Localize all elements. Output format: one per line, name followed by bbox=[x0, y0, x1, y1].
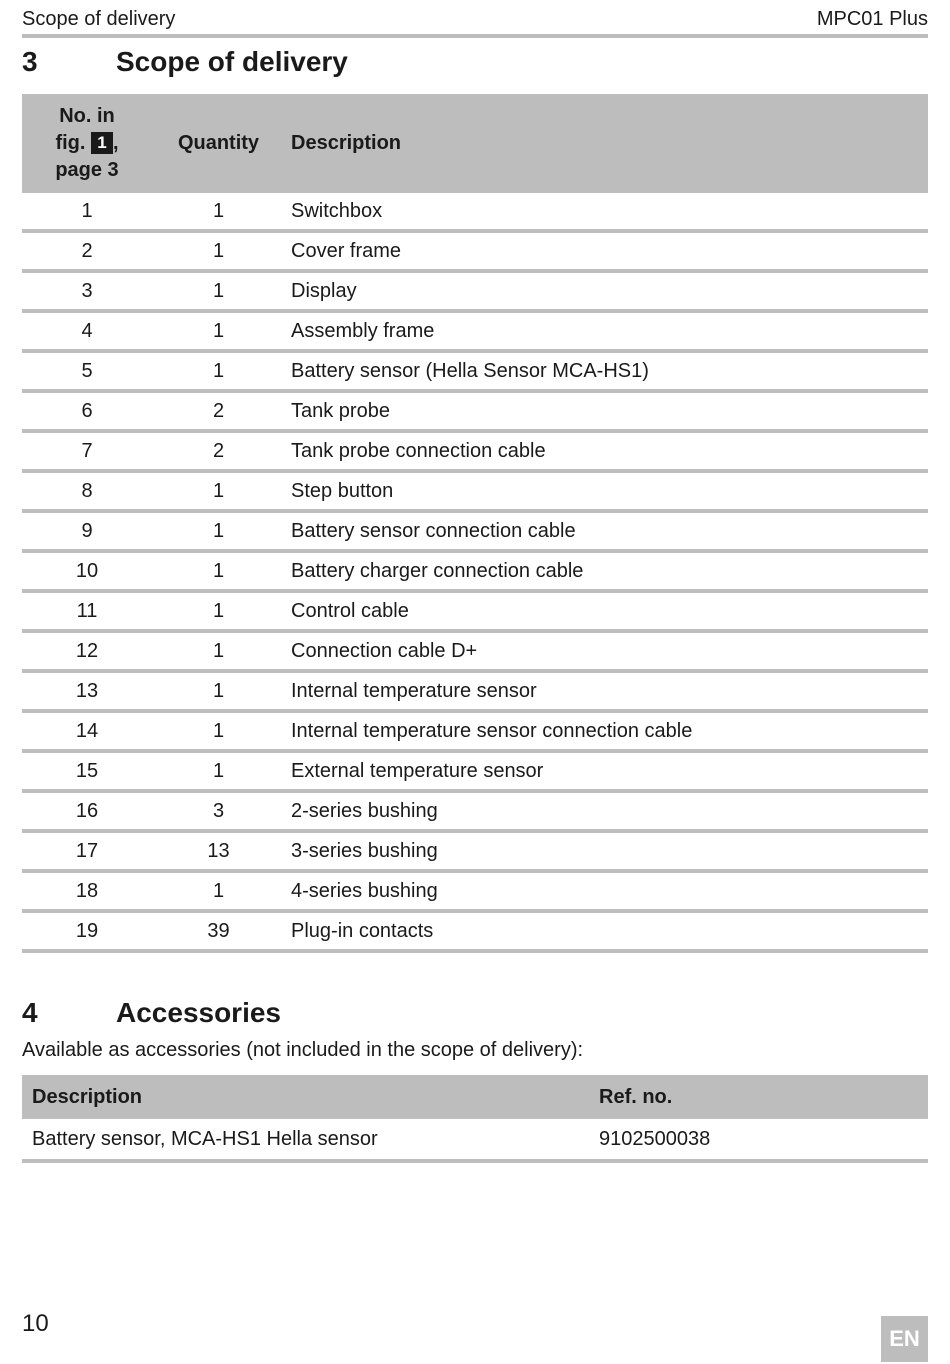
accessories-table bbox=[22, 1075, 928, 1163]
item-quantity: 1 bbox=[152, 193, 281, 231]
item-description: Control cable bbox=[281, 591, 928, 631]
item-number: 1 bbox=[22, 193, 152, 231]
item-description: 2-series bushing bbox=[281, 791, 928, 831]
accessories-column-ref-no: Ref. no. bbox=[589, 1075, 928, 1119]
item-quantity: 1 bbox=[152, 551, 281, 591]
scope-table-header-row bbox=[22, 94, 928, 193]
column-header-description: Description bbox=[281, 94, 928, 193]
table-row bbox=[22, 391, 928, 431]
item-quantity: 1 bbox=[152, 471, 281, 511]
item-quantity: 2 bbox=[152, 391, 281, 431]
item-description: Connection cable D+ bbox=[281, 631, 928, 671]
table-row bbox=[22, 831, 928, 871]
table-row bbox=[22, 911, 928, 951]
item-description: Battery sensor connection cable bbox=[281, 511, 928, 551]
item-quantity: 1 bbox=[152, 591, 281, 631]
column-header-number-fig-prefix: fig. bbox=[55, 132, 86, 154]
table-row bbox=[22, 351, 928, 391]
item-number: 2 bbox=[22, 231, 152, 271]
item-description: External temperature sensor bbox=[281, 751, 928, 791]
item-description: Plug-in contacts bbox=[281, 911, 928, 951]
column-header-number-line1: No. in bbox=[59, 105, 115, 127]
accessories-intro: Available as accessories (not included in the scope of delivery): bbox=[22, 1039, 584, 1061]
accessories-column-description: Description bbox=[22, 1075, 589, 1119]
accessory-description: Battery sensor, MCA-HS1 Hella sensor bbox=[22, 1119, 589, 1161]
table-row bbox=[22, 311, 928, 351]
item-number: 19 bbox=[22, 911, 152, 951]
item-number: 6 bbox=[22, 391, 152, 431]
table-row bbox=[22, 193, 928, 231]
item-quantity: 1 bbox=[152, 231, 281, 271]
accessories-table-body bbox=[22, 1119, 928, 1161]
item-quantity: 1 bbox=[152, 311, 281, 351]
table-row bbox=[22, 511, 928, 551]
item-number: 14 bbox=[22, 711, 152, 751]
item-quantity: 1 bbox=[152, 711, 281, 751]
item-number: 7 bbox=[22, 431, 152, 471]
item-quantity: 1 bbox=[152, 271, 281, 311]
item-quantity: 39 bbox=[152, 911, 281, 951]
item-number: 15 bbox=[22, 751, 152, 791]
item-description: Internal temperature sensor connection cable bbox=[281, 711, 928, 751]
item-number: 4 bbox=[22, 311, 152, 351]
scope-heading-number: 3 bbox=[22, 46, 38, 77]
accessory-ref-no: 9102500038 bbox=[589, 1119, 928, 1161]
accessories-heading-number: 4 bbox=[22, 997, 38, 1028]
item-quantity: 1 bbox=[152, 631, 281, 671]
item-number: 17 bbox=[22, 831, 152, 871]
item-description: Battery sensor (Hella Sensor MCA-HS1) bbox=[281, 351, 928, 391]
table-row bbox=[22, 631, 928, 671]
figure-reference-badge: 1 bbox=[91, 132, 113, 154]
item-quantity: 1 bbox=[152, 751, 281, 791]
table-row bbox=[22, 551, 928, 591]
item-description: Step button bbox=[281, 471, 928, 511]
table-row bbox=[22, 591, 928, 631]
language-badge: EN bbox=[881, 1316, 928, 1362]
item-quantity: 1 bbox=[152, 671, 281, 711]
item-number: 16 bbox=[22, 791, 152, 831]
item-number: 18 bbox=[22, 871, 152, 911]
item-description: Tank probe connection cable bbox=[281, 431, 928, 471]
item-description: Cover frame bbox=[281, 231, 928, 271]
column-header-quantity: Quantity bbox=[152, 94, 281, 193]
item-description: 4-series bushing bbox=[281, 871, 928, 911]
item-description: Switchbox bbox=[281, 193, 928, 231]
item-number: 11 bbox=[22, 591, 152, 631]
item-description: Internal temperature sensor bbox=[281, 671, 928, 711]
accessories-heading-title: Accessories bbox=[116, 997, 282, 1028]
accessories-heading bbox=[22, 993, 928, 1033]
table-row bbox=[22, 431, 928, 471]
item-quantity: 1 bbox=[152, 511, 281, 551]
column-header-number-fig-suffix: , bbox=[113, 132, 119, 154]
item-quantity: 1 bbox=[152, 871, 281, 911]
item-number: 3 bbox=[22, 271, 152, 311]
column-header-number-line3: page 3 bbox=[55, 159, 119, 181]
header-section-title: Scope of delivery bbox=[22, 8, 176, 30]
table-row bbox=[22, 791, 928, 831]
accessory-row bbox=[22, 1119, 928, 1161]
item-description: Assembly frame bbox=[281, 311, 928, 351]
scope-heading bbox=[22, 42, 928, 82]
item-description: 3-series bushing bbox=[281, 831, 928, 871]
item-number: 8 bbox=[22, 471, 152, 511]
page bbox=[22, 0, 928, 1163]
scope-table-body bbox=[22, 193, 928, 951]
table-row bbox=[22, 751, 928, 791]
item-description: Battery charger connection cable bbox=[281, 551, 928, 591]
accessories-table-header-row bbox=[22, 1075, 928, 1119]
item-number: 5 bbox=[22, 351, 152, 391]
item-quantity: 13 bbox=[152, 831, 281, 871]
item-quantity: 3 bbox=[152, 791, 281, 831]
item-number: 13 bbox=[22, 671, 152, 711]
table-row bbox=[22, 471, 928, 511]
column-header-number bbox=[22, 94, 152, 193]
table-row bbox=[22, 871, 928, 911]
header-product-name: MPC01 Plus bbox=[816, 8, 928, 30]
item-description: Tank probe bbox=[281, 391, 928, 431]
item-quantity: 2 bbox=[152, 431, 281, 471]
table-row bbox=[22, 671, 928, 711]
item-number: 9 bbox=[22, 511, 152, 551]
running-header bbox=[22, 0, 928, 38]
table-row bbox=[22, 231, 928, 271]
scope-heading-title: Scope of delivery bbox=[116, 46, 348, 77]
item-number: 12 bbox=[22, 631, 152, 671]
item-number: 10 bbox=[22, 551, 152, 591]
scope-of-delivery-table bbox=[22, 94, 928, 953]
table-row bbox=[22, 711, 928, 751]
table-row bbox=[22, 271, 928, 311]
item-quantity: 1 bbox=[152, 351, 281, 391]
item-description: Display bbox=[281, 271, 928, 311]
page-number: 10 bbox=[22, 1310, 49, 1337]
